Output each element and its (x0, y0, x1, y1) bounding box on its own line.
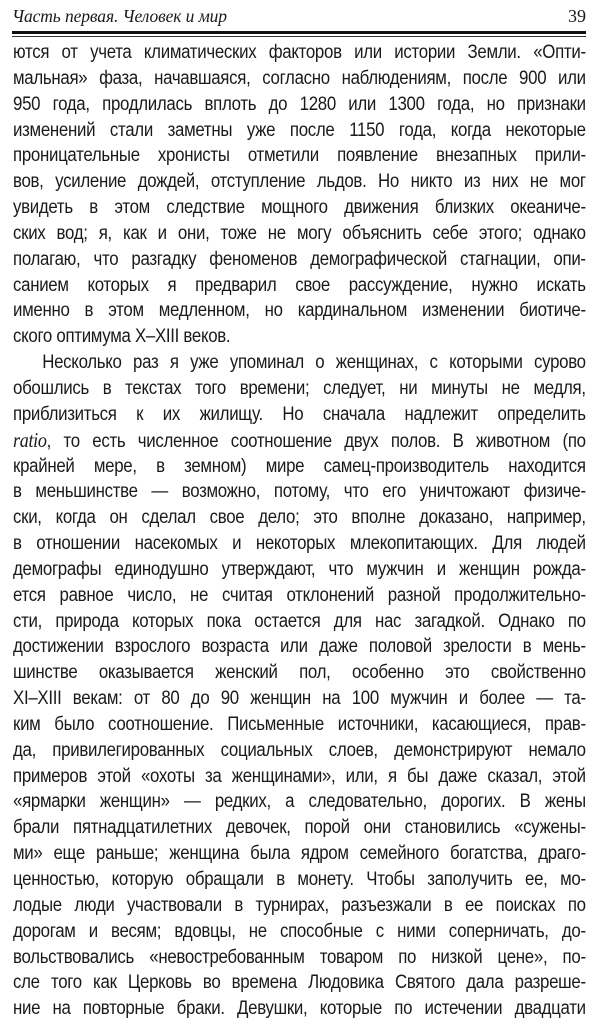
text-line: санием которых я предварил свое рассуждение, нужно искать (13, 273, 586, 296)
text-line: вольствовались «невостребованным товаром по низкой цене», по- (13, 945, 586, 968)
text-line: да, привилегированных социальных слоев, демонстрируют немало (13, 738, 586, 761)
text-line: брали пятнадцатилетних девочек, порой они становились «сужены- (13, 816, 586, 839)
text-line: именно в этом медленном, но кардинальном изменении биотиче- (13, 299, 586, 322)
text-line: демографы единодушно утверждают, что мужчин и женщин рожда- (13, 557, 586, 580)
text-line: ски, когда он сделал свое дело; это вполне доказано, например, (13, 506, 586, 529)
text-line: ется равное число, не считая отклонений разной продолжительно- (13, 583, 586, 606)
text-line: сти, природа которых пока остается для нас загадкой. Однако по (13, 609, 586, 632)
text-line: увидеть в этом следствие мощного движения близких океаниче- (13, 196, 586, 219)
text-line: проницательные хронисты отметили появление внезапных прили- (13, 144, 586, 167)
text-line: приблизиться к их жилищу. Но сначала надлежит определить (13, 402, 586, 425)
text-line: сле того как Церковь во времена Людовика Святого дала разреше- (13, 971, 586, 994)
text-line: в отношении насекомых и некоторых млекопитающих. Для людей (13, 532, 586, 555)
text-line: лодые люди участвовали в турнирах, разъезжали в ее поисках по (13, 893, 586, 916)
text-line: XI–XIII векам: от 80 до 90 женщин на 100 мужчин и более — та- (13, 687, 586, 710)
text-line: Несколько раз я уже упоминал о женщинах, с которыми сурово (42, 351, 586, 374)
italic-term: ratio (13, 427, 47, 452)
text-line: достижении взрослого возраста или даже половой зрелости в мень- (13, 635, 586, 658)
text-line: примеров этой «охоты за женщинами», или, я бы даже сказал, этой (13, 764, 586, 787)
text-line: ми» еще раньше; женщина была ядром семейного богатства, драго- (13, 842, 586, 865)
text-line: в меньшинстве — возможно, потому, что его уничтожают физиче- (13, 480, 586, 503)
text-line-rest: , то есть численное соотношение двух полов. В животном (по (46, 429, 586, 452)
text-line: полагаю, что разгадку феноменов демографической стагнации, опи- (13, 247, 586, 270)
page-number: 39 (568, 6, 586, 26)
text-line: шинстве оказывается женский пол, особенно это свойственно (13, 661, 586, 684)
header-rule-thin (12, 36, 586, 37)
text-line: ние на повторные браки. Девушки, которые по истечении двадцати (13, 997, 586, 1020)
text-line-with-italic (13, 428, 586, 454)
text-line: дорогам и весям; вдовцы, не способные с ними соперничать, до- (13, 919, 586, 942)
text-line: 950 года, продлилась вплоть до 1280 или 1300 года, но признаки (13, 92, 586, 115)
running-head (12, 6, 586, 28)
text-line: ются от учета климатических факторов или истории Земли. «Опти- (13, 41, 586, 63)
header-rule-thick (12, 31, 586, 34)
paragraph-1 (13, 40, 586, 350)
text-line: ского оптимума X–XIII веков. (13, 325, 231, 348)
text-line: крайней мере, в земном) мире самец-производитель находится (13, 454, 586, 477)
text-line: «ярмарки женщин» — редких, а следовательно, дорогих. В жены (13, 790, 586, 813)
paragraph-2 (13, 350, 586, 1022)
text-line: мальная» фаза, начавшаяся, согласно наблюдениям, после 900 или (13, 66, 586, 89)
text-line: ким было соотношение. Письменные источники, касающиеся, прав- (13, 712, 586, 735)
text-line: вов, усиление дождей, отступление льдов. Но никто из них не мог (13, 170, 586, 193)
body-text (13, 40, 586, 1022)
text-line: обошлись в текстах того времени; следует, ни минуты не медля, (13, 376, 586, 399)
text-line: ских вод; я, как и они, тоже не могу объяснить себе этого; однако (13, 221, 586, 244)
text-line: изменений стали заметны уже после 1150 года, когда некоторые (13, 118, 586, 141)
text-line: ценностью, которую обращали в монету. Чтобы заполучить ее, мо- (13, 868, 586, 890)
running-title: Часть первая. Человек и мир (12, 6, 227, 26)
